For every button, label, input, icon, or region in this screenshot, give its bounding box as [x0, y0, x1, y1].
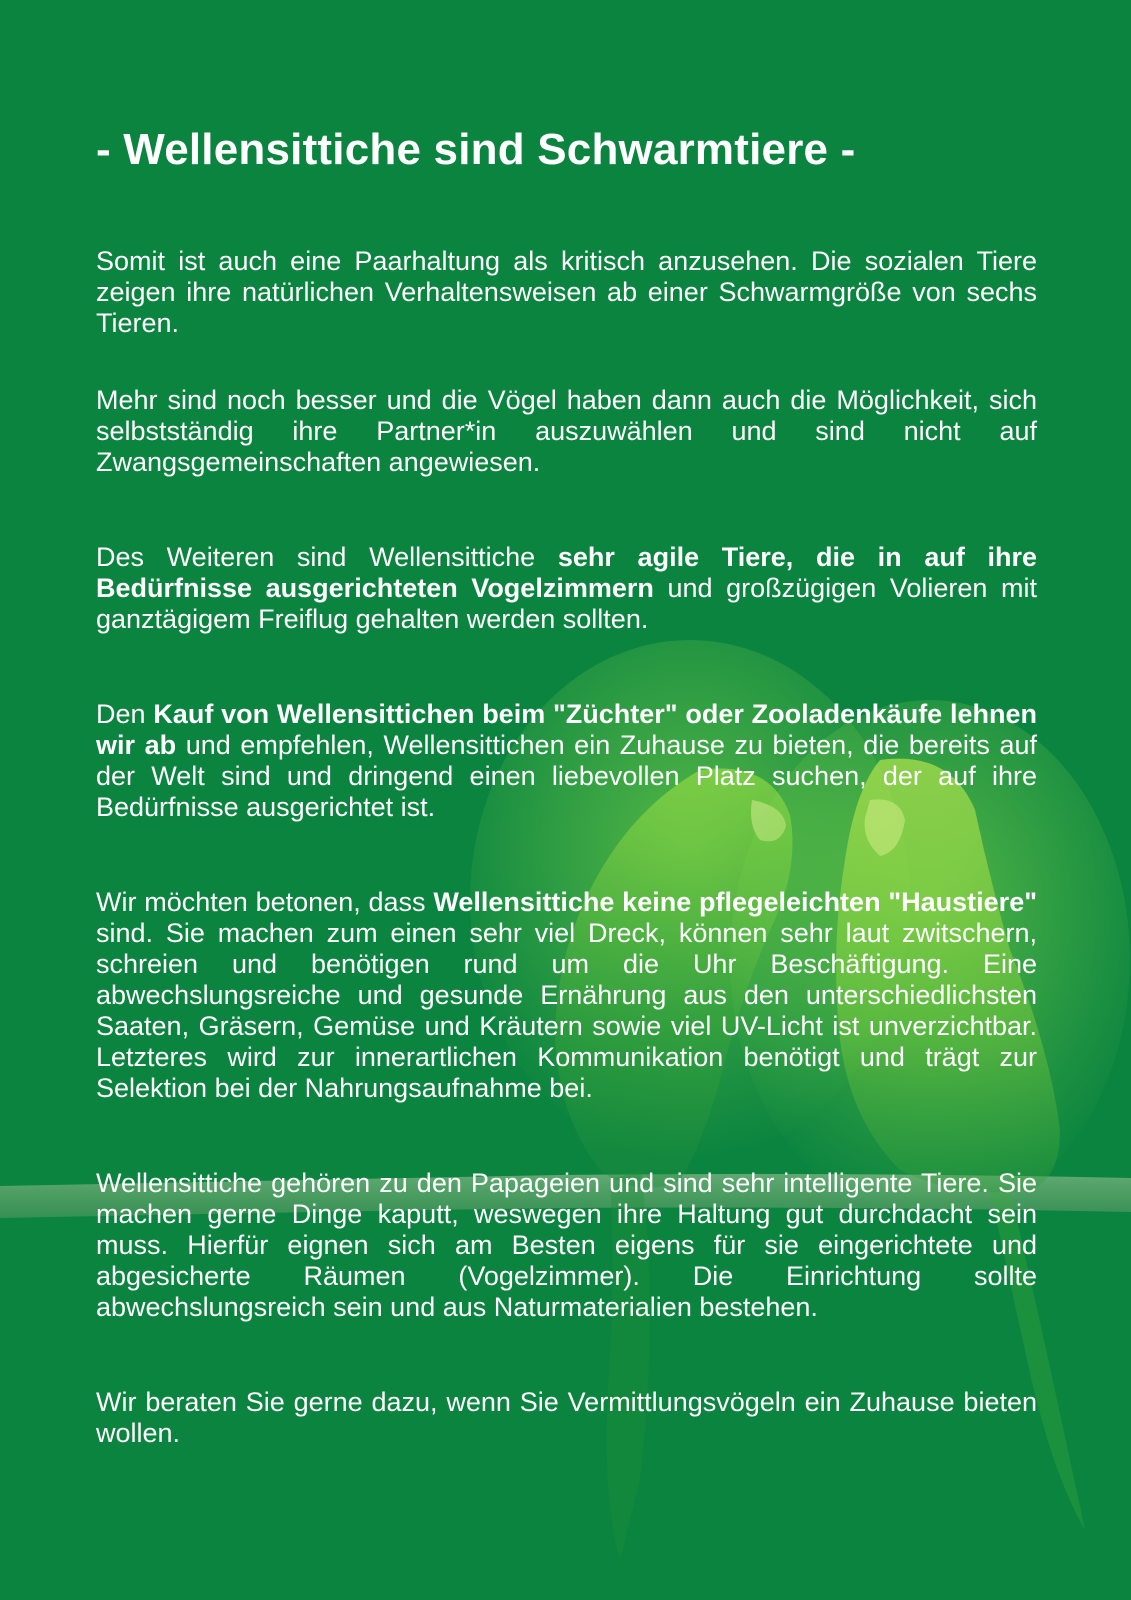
paragraph-1-text: Somit ist auch eine Paarhaltung als kritisch anzusehen. Die sozialen Tiere zeigen ihre natürlichen Verhaltensweisen ab einer Schwarmgröße von sechs Tieren.: [96, 246, 1037, 338]
paragraph-6: [96, 1168, 1037, 1323]
paragraph-5: [96, 887, 1037, 1104]
paragraph-6-text: Wellensittiche gehören zu den Papageien und sind sehr intelligente Tiere. Sie machen gerne Dinge kaputt, weswegen ihre Haltung gut durchdacht sein muss. Hierfür eignen sich am Besten eigens für sie eingerichtete und abgesicherte Räumen (Vogelzimmer). Die Einrichtung sollte abwechslungsreich sein und aus Naturmaterialien bestehen.: [96, 1168, 1037, 1322]
paragraph-4-text-b: und empfehlen, Wellensittichen ein Zuhause zu bieten, die bereits auf der Welt sind und dringend einen liebevollen Platz suchen, der auf ihre Bedürfnisse ausgerichtet ist.: [96, 730, 1037, 822]
paragraph-3-text-b: und großzügigen Volieren mit ganztägigem Freiflug gehalten werden sollten.: [96, 573, 1037, 634]
page-title: - Wellensittiche sind Schwarmtiere -: [96, 125, 856, 174]
paragraph-1: [96, 246, 1037, 339]
paragraph-2: [96, 385, 1037, 478]
paragraph-2-text: Mehr sind noch besser und die Vögel haben dann auch die Möglichkeit, sich selbstständig ihre Partner*in auszuwählen und sind nicht auf Zwangsgemeinschaften angewiesen.: [96, 385, 1037, 477]
paragraph-7-text: Wir beraten Sie gerne dazu, wenn Sie Vermittlungsvögeln ein Zuhause bieten wollen.: [96, 1387, 1037, 1448]
paragraph-4-text-a: Den: [96, 699, 154, 729]
paragraph-4: [96, 699, 1037, 823]
flyer-content: [96, 120, 1037, 1449]
paragraph-3-emphasis: sehr agile Tiere, die in auf ihre Bedürfnisse ausgerichteten Vogelzimmern: [96, 542, 1038, 603]
paragraph-5-emphasis: Wellensittiche keine pflegeleichten "Haustiere": [433, 887, 1038, 917]
paragraph-7: [96, 1387, 1037, 1449]
paragraph-3: [96, 542, 1037, 635]
paragraph-5-text-b: sind. Sie machen zum einen sehr viel Dreck, können sehr laut zwitschern, schreien und benötigen rund um die Uhr Beschäftigung. Eine abwechslungsreiche und gesunde Ernährung aus den unterschiedlichsten Saaten, Gräsern, Gemüse und Kräutern sowie viel UV-Licht ist unverzichtbar. Letzteres wird zur innerartlichen Kommunikation benötigt und trägt zur Selektion bei der Nahrungsaufnahme bei.: [96, 918, 1037, 1103]
paragraph-4-emphasis: Kauf von Wellensittichen beim "Züchter" oder Zooladenkäufe lehnen wir ab: [96, 699, 1037, 760]
paragraph-5-text-a: Wir möchten betonen, dass: [96, 887, 434, 917]
paragraph-3-text-a: Des Weiteren sind Wellensittiche: [96, 542, 558, 572]
